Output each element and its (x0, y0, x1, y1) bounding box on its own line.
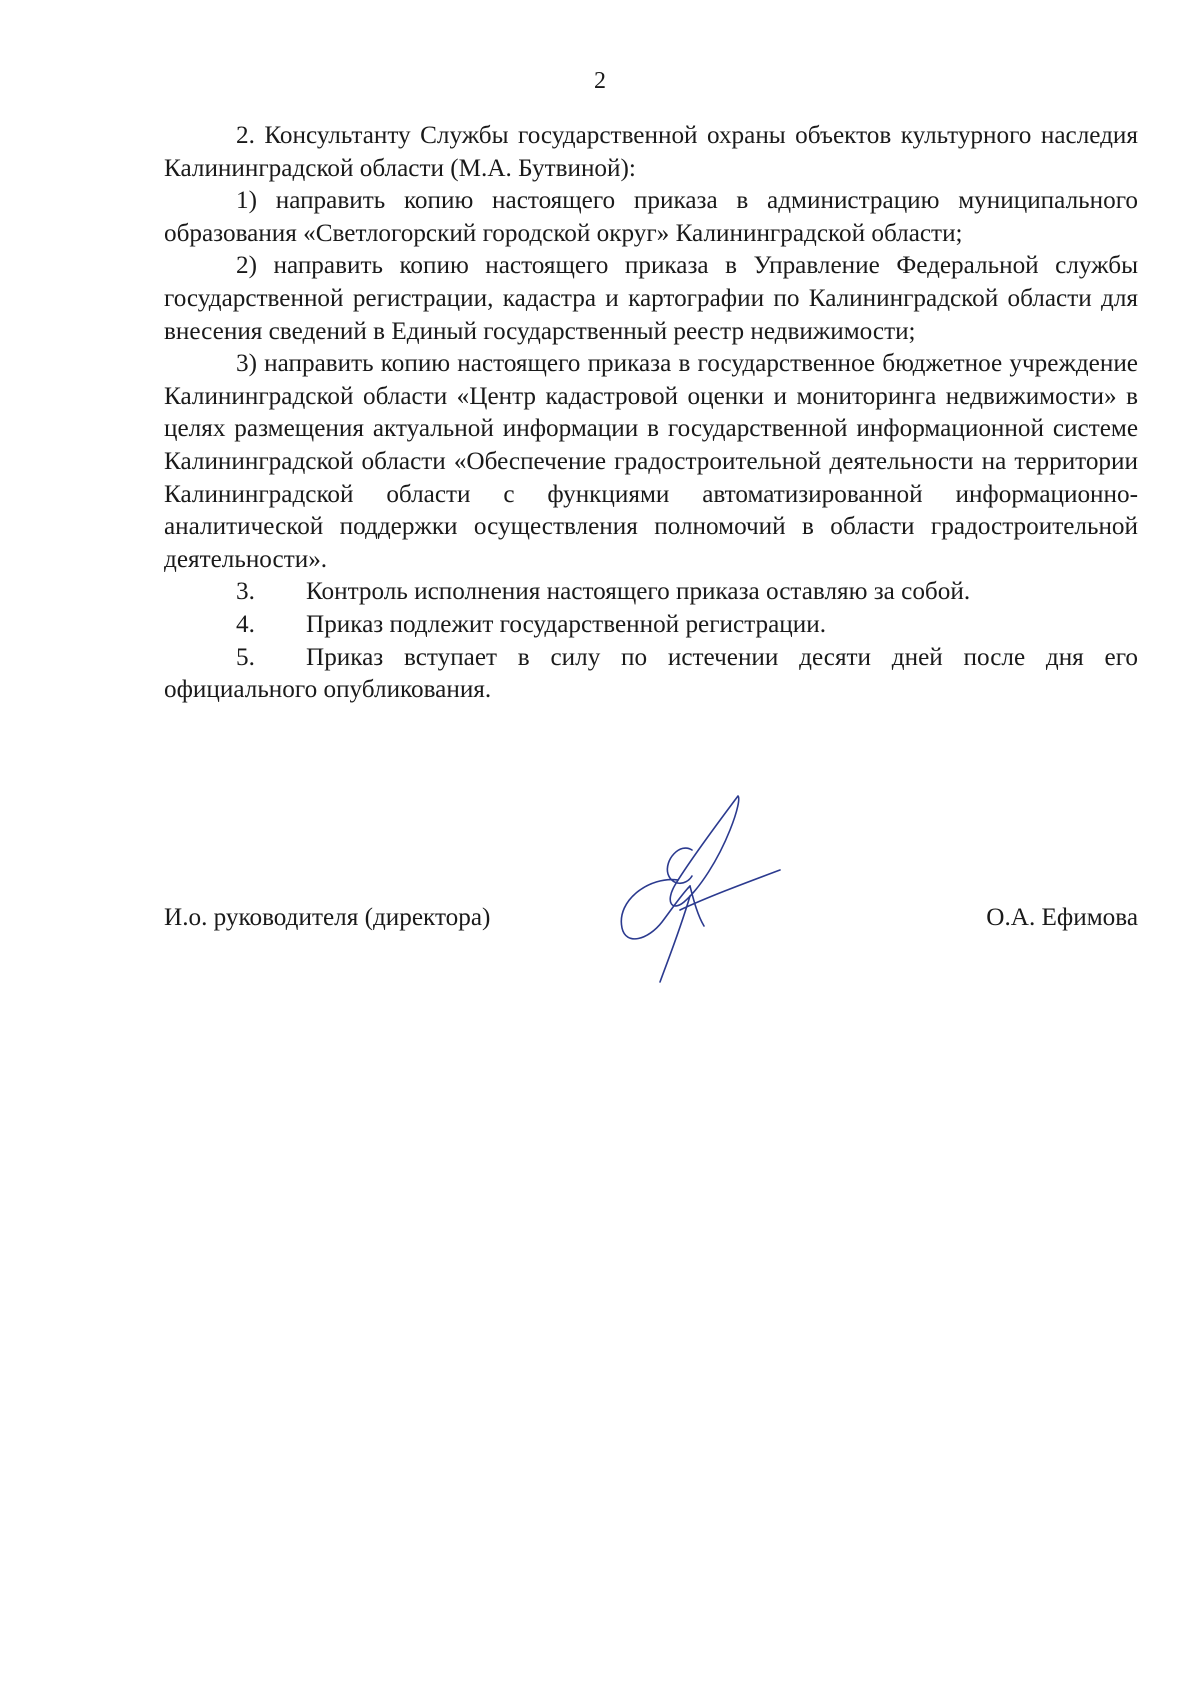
numbered-item-5 (164, 642, 1138, 707)
item-text: Контроль исполнения настоящего приказа оставляю за собой. (306, 578, 971, 606)
signature-block (164, 902, 1138, 942)
paragraph-subitem-2: 2) направить копию настоящего приказа в Управление Федеральной службы государственной регистрации, кадастра и картографии по Калининградской области для внесения сведений в Единый государственный реестр недвижимости; (164, 252, 1138, 345)
item-text: Приказ подлежит государственной регистрации. (306, 610, 827, 638)
numbered-item-4 (164, 609, 1138, 642)
paragraph-subitem-3: 3) направить копию настоящего приказа в государственное бюджетное учреждение Калининградской области «Центр кадастровой оценки и мониторинга недвижимости» в целях размещения актуальной информации в государственной информационной системе Калининградской области «Обеспечение градостроительной деятельности на территории Калининградской области с функциями автоматизированной информационно-аналитической поддержки осуществления полномочий в области градостроительной деятельности». (164, 350, 1138, 573)
paragraph-subitem-1: 1) направить копию настоящего приказа в администрацию муниципального образования «Светлогорский городской округ» Калининградской области; (164, 187, 1138, 247)
numbered-item-3 (164, 576, 1138, 609)
item-text: Приказ вступает в силу по истечении десяти дней после дня его официального опубликования. (164, 643, 1138, 704)
handwritten-signature (620, 790, 820, 990)
paragraph-item-2: 2. Консультанту Службы государственной охраны объектов культурного наследия Калининградской области (М.А. Бутвиной): (164, 122, 1138, 182)
item-number: 5. (236, 643, 255, 671)
item-number: 4. (236, 610, 255, 638)
item-number: 3. (236, 578, 255, 606)
page-number: 2 (594, 68, 606, 94)
document-body (164, 120, 1138, 707)
signatory-position: И.о. руководителя (директора) (164, 904, 491, 931)
signatory-name: О.А. Ефимова (986, 904, 1138, 931)
